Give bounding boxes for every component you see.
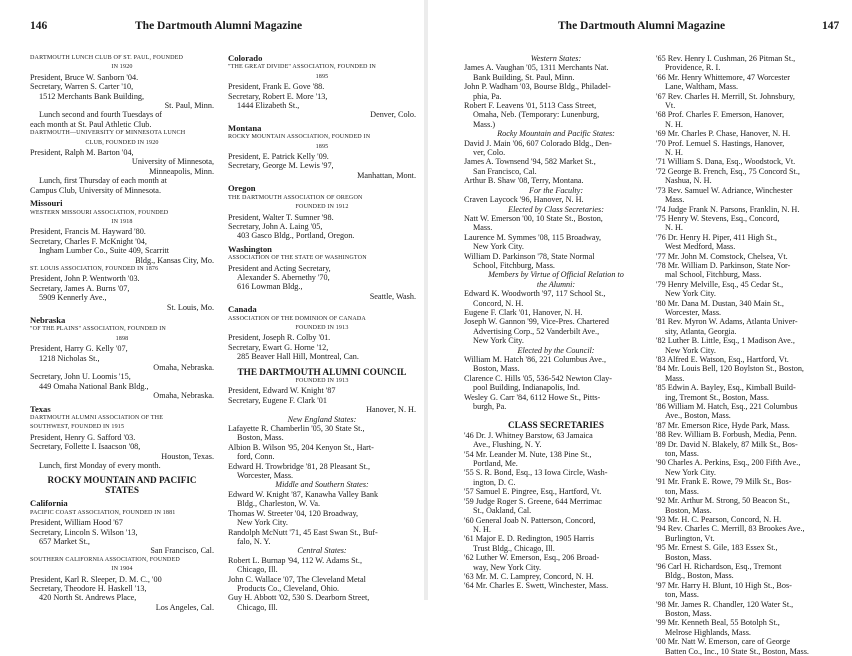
text-line: President, Henry G. Safford '03. (30, 432, 136, 442)
text-line: CLUB, FOUNDED IN 1920 (85, 139, 159, 146)
text-line: ver, Colo. (473, 148, 506, 158)
text-line: Burlington, Vt. (665, 533, 715, 543)
text-line: New York City. (665, 345, 716, 355)
text-line: PACIFIC COAST ASSOCIATION, FOUNDED IN 1881 (30, 509, 176, 516)
text-line: Boston, Mass. (665, 552, 712, 562)
text-line: mal School, Fitchburg, Mass. (665, 270, 762, 280)
text-line: President and Acting Secretary, (228, 263, 331, 273)
text-line: Worcester, Mass. (237, 471, 294, 481)
text-line: Edward H. Trowbridge '81, 28 Pleasant St., (228, 461, 371, 471)
text-line: '78 Mr. William D. Parkinson, State Nor- (656, 260, 791, 270)
text-line: Missouri (30, 199, 63, 209)
text-line: '65 Rev. Henry I. Cushman, 26 Pitman St., (656, 54, 796, 63)
text-line: '60 General Joab N. Patterson, Concord, (464, 515, 596, 525)
text-line: Advertising Corp., 52 Vanderbilt Ave., (473, 326, 600, 336)
text-line: California (30, 499, 68, 509)
text-line: FOUNDED IN 1913 (295, 324, 349, 331)
text-line: '90 Charles A. Perkins, Esq., 200 Fifth Ave., (656, 458, 801, 468)
text-line: ROCKY MOUNTAIN ASSOCIATION, FOUNDED IN (228, 134, 371, 141)
text-line: John P. Wadham '03, Bourse Bldg., Philadel- (464, 82, 611, 92)
text-line: Craven Laycock '96, Hanover, N. H. (464, 195, 584, 205)
text-line: Bldg., Boston, Mass. (665, 571, 734, 581)
text-line: '96 Carl H. Richardson, Esq., Tremont (656, 561, 782, 571)
text-line: New York City. (473, 336, 524, 346)
text-line: '77 Mr. John M. Comstock, Chelsea, Vt. (656, 251, 788, 261)
text-line: '88 Rev. William B. Forbush, Media, Penn. (656, 430, 797, 440)
text-line: sity, Atlanta, Georgia. (665, 326, 737, 336)
text-line: Manhattan, Mont. (357, 170, 416, 180)
text-line: ST. LOUIS ASSOCIATION, FOUNDED IN 1876 (30, 265, 159, 272)
text-line: 1898 (115, 335, 129, 342)
text-line: Rocky Mountain and Pacific States: (497, 129, 615, 139)
text-line: "OF THE PLAINS" ASSOCIATION, FOUNDED IN (30, 326, 166, 333)
text-line: '62 Luther W. Emerson, Esq., 206 Broad- (464, 553, 600, 563)
text-line: President, Frank E. Gove '88. (228, 82, 325, 92)
right-column-2 (656, 54, 848, 656)
text-line: Bank Building, St. Paul, Minn. (473, 72, 575, 82)
text-line: New York City. (665, 289, 716, 299)
right-column-1 (464, 54, 648, 591)
text-line: 657 Market St., (39, 536, 90, 546)
text-line: Mass. (473, 223, 493, 233)
text-line: SOUTHERN CALIFORNIA ASSOCIATION, FOUNDED (30, 556, 180, 563)
text-line: West Medford, Mass. (665, 242, 736, 252)
text-line: Secretary, Ewart G. Horne '12, (228, 342, 329, 352)
text-line: ton, Mass. (665, 486, 699, 496)
text-line: Members by Virtue of Official Relation to (488, 270, 624, 280)
text-line: Lane, Waltham, Mass. (665, 82, 739, 92)
page-title-left: The Dartmouth Alumni Magazine (135, 20, 303, 32)
text-line (464, 411, 648, 415)
text-line: '71 William S. Dana, Esq., Woodstock, Vt. (656, 157, 796, 167)
text-line: Secretary, Theodore H. Haskell '13, (30, 583, 147, 593)
text-line: '81 Rev. Myron W. Adams, Atlanta Univer- (656, 317, 798, 327)
text-line: Omaha, Neb. (Temporary: Lunenburg, (473, 110, 600, 120)
text-line: Denver, Colo. (370, 110, 416, 120)
text-line: '64 Mr. Charles E. Swett, Winchester, Mass. (464, 581, 609, 591)
text-line: 285 Beaver Hall Hill, Montreal, Can. (237, 352, 359, 362)
text-line: FOUNDED IN 1913 (295, 378, 349, 384)
text-line: Secretary, John U. Loomis '15, (30, 372, 131, 382)
text-line: Omaha, Nebraska. (153, 391, 214, 401)
text-line: '66 Mr. Henry Whittemore, 47 Worcester (656, 72, 790, 82)
text-line: 1444 Elizabeth St., (237, 101, 300, 111)
text-line: Secretary, Warren S. Carter '10, (30, 82, 134, 92)
text-line: Hanover, N. H. (366, 405, 416, 415)
text-line: St. Paul, Minn. (164, 101, 214, 111)
text-line: Boston, Mass. (665, 608, 712, 618)
text-line: '89 Dr. David N. Blakely, 87 Milk St., Bos- (656, 439, 798, 449)
text-line: Guy H. Abbott '02, 530 S. Dearborn Street, (228, 593, 370, 603)
text-line: Clarence C. Hills '05, 536-542 Newton Clay- (464, 373, 612, 383)
text-line: DARTMOUTH ALUMNI ASSOCIATION OF THE (30, 415, 164, 422)
text-line: Arthur B. Shaw '08, Terry, Montana. (464, 176, 584, 186)
text-line: Secretary, John A. Laing '05, (228, 221, 323, 231)
text-line: San Francisco, Cal. (473, 166, 537, 176)
text-line: DARTMOUTH LUNCH CLUB OF ST. PAUL, FOUNDED (30, 55, 184, 61)
text-line: Albion B. Wilson '95, 204 Kenyon St., Hart- (228, 442, 374, 452)
text-line: Los Angeles, Cal. (155, 602, 214, 612)
text-line: '67 Rev. Charles H. Merrill, St. Johnsbury, (656, 91, 795, 101)
page-gutter (424, 0, 428, 600)
text-line: Boston, Mass. (665, 505, 712, 515)
text-line: President, Harry G. Kelly '07, (30, 344, 128, 354)
text-line: ington, D. C. (473, 477, 516, 487)
text-line: President, Bruce W. Sanborn '04. (30, 72, 139, 82)
text-line: Boston, Mass. (473, 364, 520, 374)
text-line: Ave., Flushing, N. Y. (473, 440, 542, 450)
text-line: President, John P. Wentworth '03. (30, 274, 140, 284)
text-line: N. H. (665, 119, 683, 129)
text-line: 616 Lowman Bldg., (237, 282, 303, 292)
text-line: President, Edward W. Knight '87 (228, 386, 336, 396)
text-line: '79 Henry Melville, Esq., 45 Cedar St., (656, 279, 784, 289)
right-page (434, 0, 852, 656)
text-line: Seattle, Wash. (369, 291, 416, 301)
text-line: Wesley G. Carr '84, 6112 Howe St., Pitts- (464, 392, 601, 402)
text-line: IN 1904 (111, 566, 133, 573)
text-line: THE DARTMOUTH ASSOCIATION OF OREGON (228, 194, 363, 201)
text-line: President, Karl R. Sleeper, D. M. C., '00 (30, 574, 162, 584)
text-line: Omaha, Nebraska. (153, 363, 214, 372)
text-line: '61 Major E. D. Redington, 1905 Harris (464, 534, 594, 544)
text-line: Joseph W. Gannon '99, Vice-Pres. Chartered (464, 317, 609, 327)
text-line: Texas (30, 404, 51, 414)
text-line: Trust Bldg., Chicago, Ill. (473, 543, 555, 553)
text-line: 1895 (315, 143, 329, 150)
text-line: Ingham Lumber Co., Suite 409, Scarritt (39, 246, 170, 256)
text-line: '80 Mr. Dana M. Dustan, 340 Main St., (656, 298, 784, 308)
text-line: IN 1918 (111, 218, 133, 225)
text-line: '70 Prof. Lemuel S. Hastings, Hanover, (656, 138, 785, 148)
text-line: 1512 Merchants Bank Building, (39, 91, 145, 101)
page-number-left: 146 (30, 20, 48, 32)
text-line: the Alumni: (536, 279, 576, 289)
page-title-right: The Dartmouth Alumni Magazine (558, 20, 726, 32)
text-line: Products Co., Cleveland, Ohio. (237, 583, 340, 593)
text-line: University of Minnesota, (131, 157, 214, 167)
text-line: Randolph McNutt '71, 45 East Swan St., Buf- (228, 527, 378, 537)
text-line: '73 Rev. Samuel W. Adriance, Winchester (656, 185, 793, 195)
text-line: '98 Mr. James R. Chandler, 120 Water St., (656, 599, 794, 609)
text-line: burgh, Pa. (473, 402, 507, 412)
text-line: WESTERN MISSOURI ASSOCIATION, FOUNDED (30, 209, 169, 216)
text-line: Robert L. Burnap '94, 112 W. Adams St., (228, 555, 362, 565)
text-line: Canada (228, 305, 257, 315)
text-line: Mass. (665, 373, 685, 383)
text-line: each month at St. Paul Athletic Club. (30, 119, 152, 129)
text-line: Secretary, George M. Lewis '97, (228, 161, 334, 171)
text-line: '74 Judge Frank N. Parsons, Franklin, N. H. (656, 204, 800, 214)
text-line: N. H. (473, 524, 491, 534)
text-line: New England States: (287, 414, 357, 424)
text-line: '99 Mr. Kenneth Beal, 55 Botolph St., (656, 618, 780, 628)
text-line: Montana (228, 123, 262, 133)
text-line: ton, Mass. (665, 590, 699, 600)
text-line: Central States: (297, 546, 347, 556)
text-line: Lunch second and fourth Tuesdays of (39, 110, 163, 120)
text-line: phia, Pa. (473, 91, 502, 101)
text-line: Providence, R. I. (665, 63, 721, 73)
text-line: Western States: (530, 54, 582, 63)
text-line: James A. Townsend '94, 582 Market St., (464, 157, 596, 167)
text-line: falo, N. Y. (237, 536, 271, 546)
text-line: ton, Mass. (665, 449, 699, 459)
text-line: New York City. (665, 467, 716, 477)
text-line: David J. Main '06, 607 Colorado Bldg., Den- (464, 138, 612, 148)
text-line: For the Faculty: (528, 185, 584, 195)
text-line: Edward K. Woodworth '97, 117 School St., (464, 289, 606, 299)
text-line: John C. Wallace '07, The Cleveland Metal (228, 574, 366, 584)
text-line: '00 Mr. Natt W. Emerson, care of George (656, 637, 791, 647)
text-line: William M. Hatch '86, 221 Columbus Ave., (464, 355, 606, 364)
text-line: Worcester, Mass. (665, 307, 722, 317)
text-line: '91 Mr. Frank E. Rowe, 79 Milk St., Bos- (656, 477, 792, 487)
text-line: Lunch, first Thursday of each month at (39, 176, 167, 186)
text-line: Nebraska (30, 315, 66, 325)
text-line: THE DARTMOUTH ALUMNI COUNCIL (237, 367, 407, 377)
text-line: Edward W. Knight '87, Kanawha Valley Bank (228, 489, 379, 499)
text-line: St. Louis, Mo. (166, 302, 214, 312)
text-line: President, Francis M. Hayward '80. (30, 227, 146, 237)
left-page (0, 0, 418, 612)
text-line: Secretary, Lincoln S. Wilson '13, (30, 527, 138, 537)
page-number-right: 147 (822, 20, 840, 32)
text-line: 1218 Nicholas St., (39, 353, 100, 363)
text-line: Secretary, Charles F. McKnight '04, (30, 236, 147, 246)
text-line: New York City. (237, 518, 288, 528)
text-line: SOUTHWEST, FOUNDED IN 1915 (30, 424, 125, 431)
text-line: '76 Dr. Henry H. Piper, 411 High St., (656, 232, 777, 242)
text-line: '92 Mr. Arthur M. Strong, 50 Beacon St., (656, 496, 790, 506)
text-line: Houston, Texas. (161, 451, 214, 461)
text-line: DARTMOUTH—UNIVERSITY OF MINNESOTA LUNCH (30, 130, 186, 137)
text-line: Boston, Mass. (237, 433, 284, 443)
text-line: FOUNDED IN 1912 (295, 204, 349, 211)
text-line: way, New York City. (473, 562, 542, 572)
text-line: St., Oakland, Cal. (473, 506, 532, 516)
text-line: Alexander S. Abernethy '70, (237, 272, 330, 282)
text-line: Secretary, Robert E. More '13, (228, 91, 328, 101)
text-line: Natt W. Emerson '00, 10 State St., Boston, (464, 213, 603, 223)
text-line: Bldg., Charleston, W. Va. (237, 499, 321, 509)
text-line: '94 Rev. Charles C. Merrill, 83 Brookes Ave., (656, 524, 805, 534)
text-line: ASSOCIATION OF THE STATE OF WASHINGTON (228, 255, 367, 262)
text-line: '55 S. R. Bond, Esq., 13 Iowa Circle, Wash- (464, 468, 608, 478)
text-line: '84 Mr. Louis Bell, 120 Boylston St., Boston, (656, 364, 804, 374)
text-line: 449 Omaha National Bank Bldg., (39, 381, 149, 391)
text-line: pool Building, Indianapolis, Ind. (473, 383, 580, 393)
text-line: Bldg., Kansas City, Mo. (135, 255, 214, 265)
text-line: Mass. (665, 195, 685, 205)
text-line: Chicago, Ill. (237, 602, 278, 612)
text-line: Laurence M. Symmes '08, 115 Broadway, (464, 232, 602, 242)
text-line: N. H. (665, 223, 683, 233)
text-line: Secretary, James A. Burns '07, (30, 283, 130, 293)
text-line: STATES (105, 485, 139, 495)
text-line: Lafayette R. Chamberlin '05, 30 State St., (228, 424, 365, 434)
text-line: President, Ralph M. Barton '04, (30, 148, 134, 158)
text-line: Elected by the Council: (517, 345, 595, 355)
text-line: ford, Conn. (237, 452, 275, 462)
text-line: Secretary, Follette I. Isaacson '08, (30, 442, 141, 452)
text-line: Portland, Me. (473, 459, 518, 469)
text-line: '59 Judge Roger S. Greene, 644 Merrimac (464, 496, 602, 506)
text-line: Campus Club, University of Minnesota. (30, 185, 161, 195)
text-line: Secretary, Eugene F. Clark '01 (228, 395, 327, 405)
text-line: '95 Mr. Ernest S. Gile, 183 Essex St., (656, 543, 778, 553)
text-line: Ave., Boston, Mass. (665, 411, 731, 421)
text-line: School, Fitchburg, Mass. (473, 260, 555, 270)
text-line: Colorado (228, 54, 263, 63)
text-line: '87 Mr. Emerson Rice, Hyde Park, Mass. (656, 420, 790, 430)
text-line: 403 Gasco Bldg., Portland, Oregon. (237, 231, 355, 241)
text-line: Mass.) (473, 119, 496, 129)
text-line: Concord, N. H. (473, 298, 524, 308)
text-line: President, Walter T. Sumner '98. (228, 212, 334, 222)
text-line: Batten Co., Inc., 10 State St., Boston, Mass. (665, 646, 809, 656)
text-line: New York City. (473, 242, 524, 252)
text-line: San Francisco, Cal. (150, 546, 214, 556)
text-line: 5909 Kennerly Ave., (39, 293, 107, 303)
text-line: '75 Henry W. Stevens, Esq., Concord, (656, 213, 780, 223)
text-line: '46 Dr. J. Whitney Barstow, 63 Jamaica (464, 430, 593, 440)
text-line: ROCKY MOUNTAIN AND PACIFIC (47, 476, 197, 486)
left-column-1 (30, 54, 214, 612)
text-line: Nashua, N. H. (665, 176, 712, 186)
text-line: '83 Alfred E. Watson, Esq., Hartford, Vt. (656, 355, 789, 364)
text-line: William D. Parkinson '78, State Normal (464, 251, 595, 261)
text-line: Middle and Southern States: (275, 480, 369, 490)
text-line: N. H. (665, 148, 683, 158)
text-line: ASSOCIATION OF THE DOMINION OF CANADA (228, 315, 366, 322)
text-line: '69 Mr. Charles P. Chase, Hanover, N. H. (656, 129, 791, 139)
text-line: Lunch, first Monday of every month. (39, 461, 161, 471)
text-line: Melrose Highlands, Mass. (665, 627, 751, 637)
text-line: '85 Edwin A. Bayley, Esq., Kimball Build- (656, 383, 796, 393)
text-line: ing, Tremont St., Boston, Mass. (665, 392, 769, 402)
text-line: Chicago, Ill. (237, 565, 278, 575)
text-line: Thomas W. Streeter '04, 120 Broadway, (228, 508, 359, 518)
text-line: IN 1920 (111, 64, 133, 71)
text-line: Elected by Class Secretaries: (508, 204, 604, 214)
text-line: President, Joseph R. Colby '01. (228, 333, 331, 343)
text-line: '72 George B. French, Esq., 75 Concord St., (656, 166, 800, 176)
text-line: '97 Mr. Harry H. Blunt, 10 High St., Bos- (656, 580, 792, 590)
text-line: Robert F. Leavens '01, 5113 Cass Street, (464, 101, 597, 111)
text-line: Washington (228, 244, 272, 254)
left-column-2 (228, 54, 416, 612)
text-line: '93 Mr. H. C. Pearson, Concord, N. H. (656, 514, 782, 524)
text-line: CLASS SECRETARIES (507, 421, 605, 431)
text-line: Vt. (665, 101, 676, 111)
text-line: President, William Hood '67 (30, 518, 123, 528)
text-line: Minneapolis, Minn. (149, 166, 214, 176)
text-line: Oregon (228, 184, 256, 194)
text-line: "THE GREAT DIVIDE" ASSOCIATION, FOUNDED IN (228, 64, 376, 71)
text-line: '82 Luther B. Little, Esq., 1 Madison Ave., (656, 336, 795, 346)
text-line: '68 Prof. Charles F. Emerson, Hanover, (656, 110, 785, 120)
text-line: President, E. Patrick Kelly '09. (228, 152, 329, 162)
text-line: 1895 (315, 73, 329, 80)
text-line: James A. Vaughan '05, 1311 Merchants Nat. (464, 63, 609, 73)
text-line: '57 Samuel E. Pingree, Esq., Hartford, Vt. (464, 487, 602, 497)
text-line: '63 Mr. M. C. Lamprey, Concord, N. H. (464, 571, 594, 581)
text-line: '54 Mr. Leander M. Nute, 138 Pine St., (464, 449, 592, 459)
text-line: 420 North St. Andrews Place, (39, 593, 137, 603)
text-line: Eugene F. Clark '01, Hanover, N. H. (464, 307, 583, 317)
text-line: '86 William M. Hatch, Esq., 221 Columbus (656, 402, 798, 412)
